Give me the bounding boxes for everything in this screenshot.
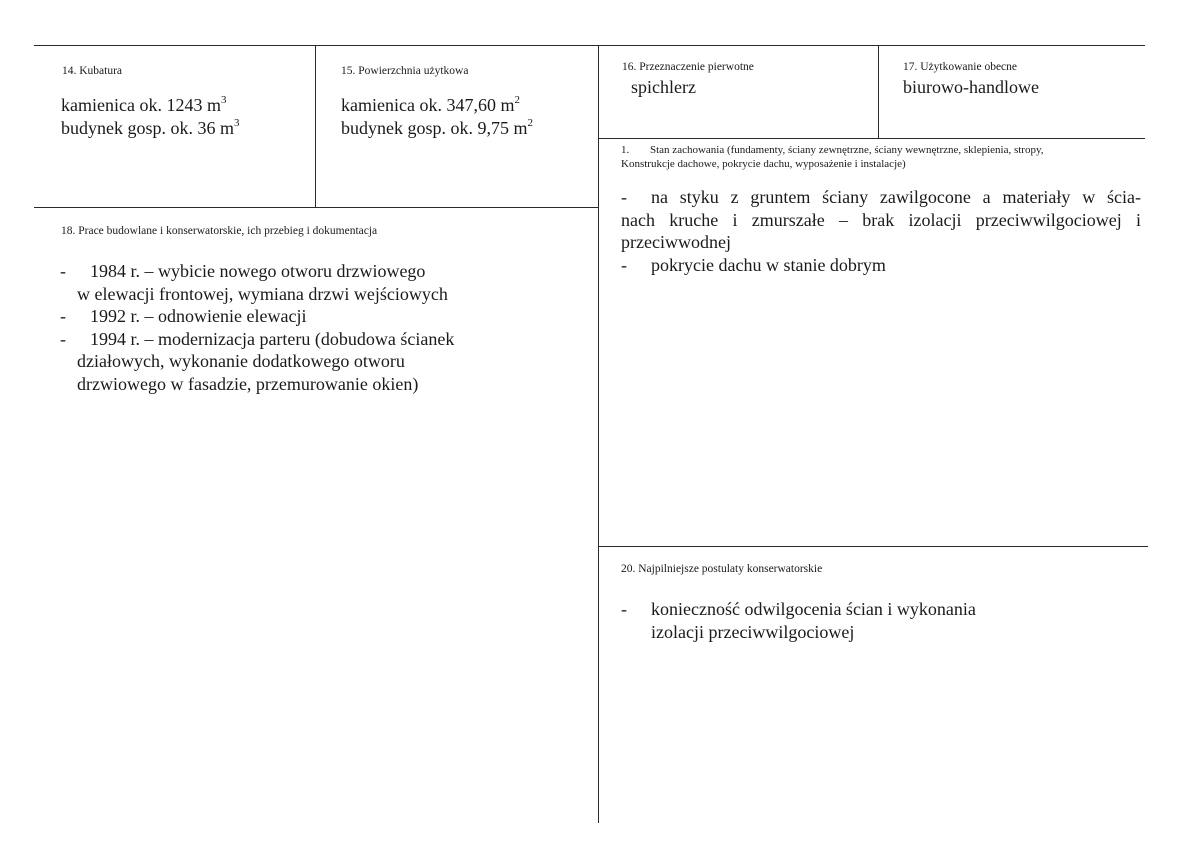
field-15-line2-text: budynek gosp. ok. 9,75 m — [341, 118, 528, 138]
field-14-line1-sup: 3 — [220, 94, 227, 106]
field-19-label-line2: Konstrukcje dachowe, pokrycie dachu, wyposażenie i instalacje) — [621, 158, 906, 170]
field-14-line1 — [61, 94, 226, 116]
list-item-line: 1992 r. – odnowienie elewacji — [90, 306, 307, 326]
field-19-label — [621, 143, 1044, 171]
field-15-line2-sup: 2 — [527, 117, 533, 129]
field-16-value: spichlerz — [631, 77, 696, 97]
list-item-line: na styku z gruntem ściany zawilgocone a materiały w ścia- — [651, 187, 1141, 207]
list-item-line: konieczność odwilgocenia ścian i wykonania — [651, 599, 976, 619]
field-19-label-text: Stan zachowania (fundamenty, ściany zewnętrzne, ściany wewnętrzne, sklepienia, stropy, — [650, 144, 1044, 156]
field-17-label: 17. Użytkowanie obecne — [903, 61, 1018, 73]
field-19-label-num: 1. — [621, 144, 630, 156]
field-14-line2-text: budynek gosp. ok. 36 m — [61, 118, 234, 138]
list-item-line: izolacji przeciwwilgociowej — [651, 621, 855, 642]
field-15-line1-text: kamienica ok. 347,60 m — [341, 95, 515, 115]
list-item — [60, 260, 580, 305]
list-item-line: pokrycie dachu w stanie dobrym — [651, 254, 886, 275]
list-dash: - — [60, 261, 66, 281]
top-border-line — [34, 45, 1145, 46]
field-15-line1 — [341, 94, 520, 116]
list-item-line: w elewacji frontowej, wymiana drzwi wejściowych — [77, 283, 448, 304]
field-15-label: 15. Powierzchnia użytkowa — [341, 65, 469, 77]
field-16-label: 16. Przeznaczenie pierwotne — [622, 61, 754, 73]
field-14-line1-text: kamienica ok. 1243 m — [61, 95, 221, 115]
list-item-line: przeciwwodnej — [621, 232, 731, 252]
list-item-line: 1994 r. – modernizacja parteru (dobudowa ścianek — [90, 328, 455, 349]
list-item — [60, 328, 580, 396]
field-17-value: biurowo-handlowe — [903, 77, 1039, 97]
list-item — [621, 254, 1141, 277]
field-14-label: 14. Kubatura — [62, 65, 123, 77]
field-19-list — [621, 186, 1141, 276]
list-item — [621, 598, 1121, 643]
field-15-line2 — [341, 117, 533, 139]
list-dash: - — [60, 328, 66, 349]
divider-14-15 — [315, 45, 316, 207]
field-18-list — [60, 260, 580, 395]
divider-19-20 — [598, 546, 1148, 547]
list-item — [60, 305, 580, 328]
divider-16-17-bottom — [598, 138, 1145, 139]
field-20-list — [621, 598, 1121, 643]
list-dash: - — [60, 306, 66, 326]
list-dash: - — [621, 187, 627, 207]
center-divider — [598, 45, 599, 823]
list-item — [621, 186, 1141, 254]
divider-16-17 — [878, 45, 879, 138]
list-item-line: nach kruche i zmurszałe – brak izolacji przeciwwilgociowej i — [621, 209, 1141, 230]
field-14-line2 — [61, 117, 240, 139]
list-item-line: drzwiowego w fasadzie, przemurowanie okien) — [77, 373, 419, 394]
list-dash: - — [621, 599, 627, 619]
list-item-line: 1984 r. – wybicie nowego otworu drzwiowego — [90, 261, 426, 281]
divider-14-15-bottom — [34, 207, 598, 208]
list-dash: - — [621, 254, 627, 275]
field-19-label-line1 — [621, 143, 1044, 157]
field-18-label: 18. Prace budowlane i konserwatorskie, ich przebieg i dokumentacja — [61, 225, 378, 237]
field-15-line1-sup: 2 — [514, 94, 520, 106]
field-20-label: 20. Najpilniejsze postulaty konserwatorskie — [621, 563, 823, 575]
field-14-line2-sup: 3 — [234, 117, 240, 129]
list-item-line: działowych, wykonanie dodatkowego otworu — [77, 351, 405, 371]
